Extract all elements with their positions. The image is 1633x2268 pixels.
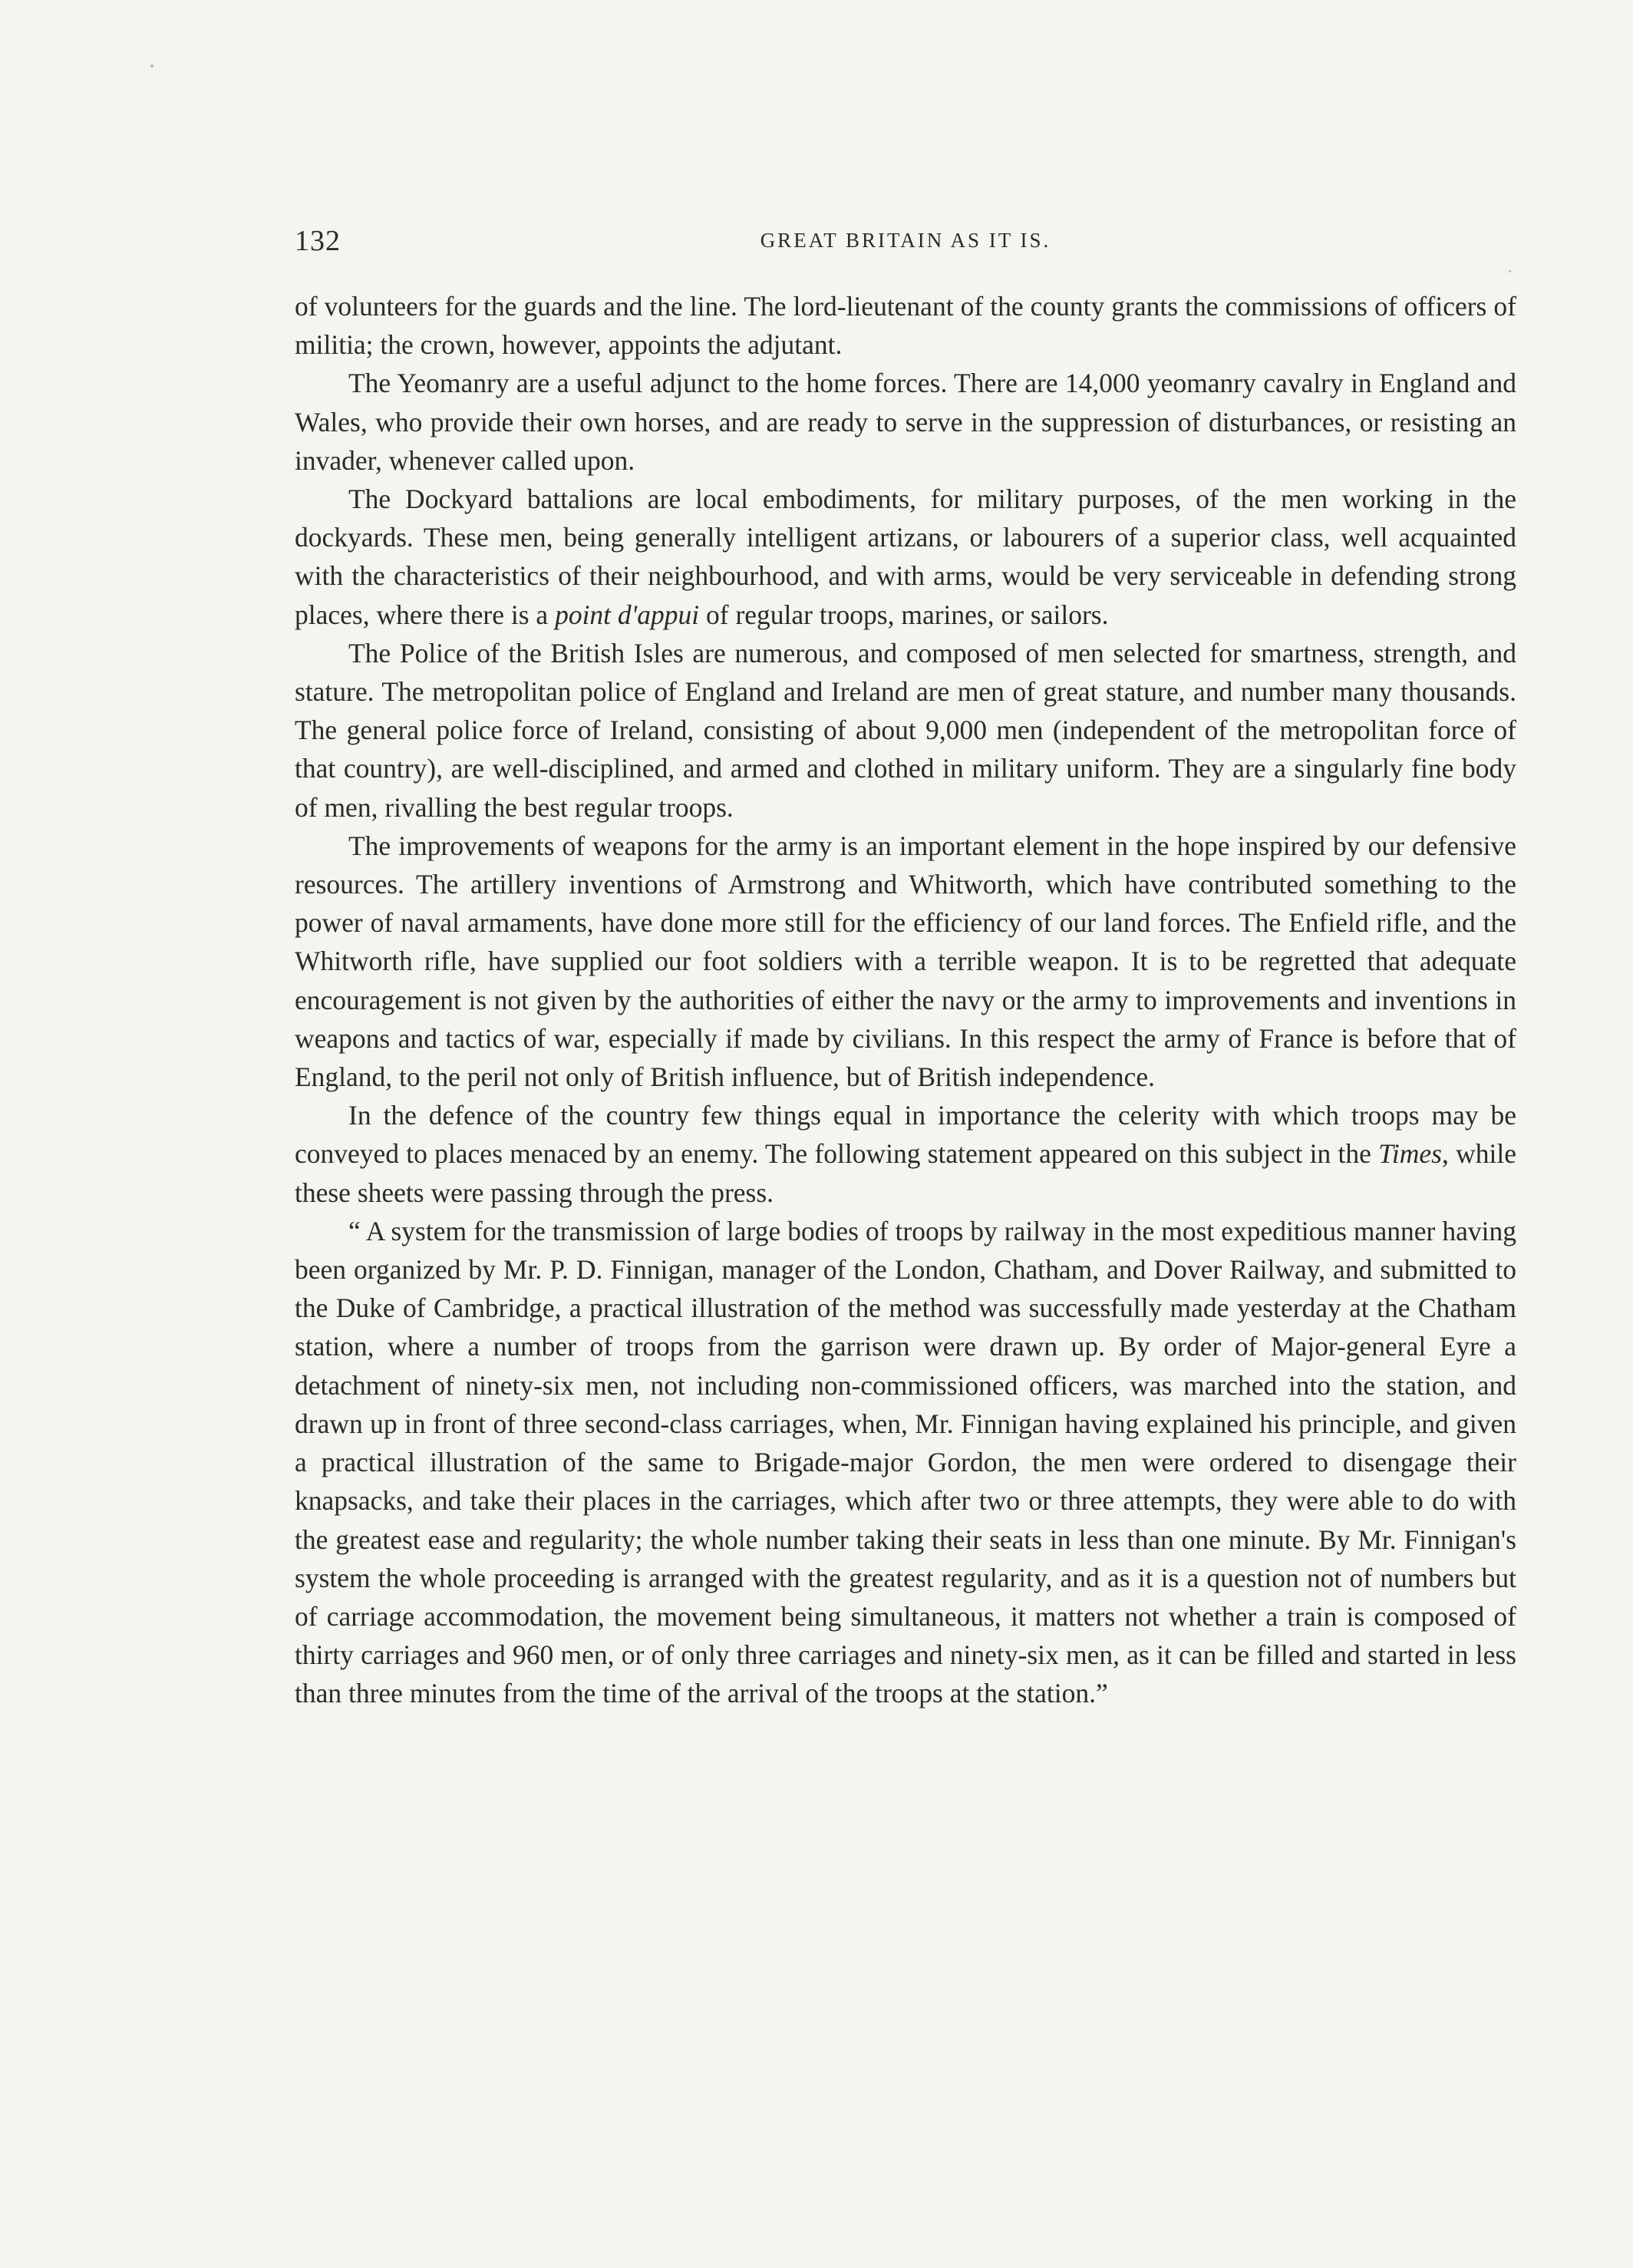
running-title: GREAT BRITAIN AS IT IS.	[760, 229, 1051, 252]
paragraph-troop-conveyance	[295, 1096, 1516, 1212]
paragraph-quotation: “ A system for the transmission of large bodies of troops by railway in the most expeditious manner having been organized by Mr. P. D. Finnigan, manager of the London, Chatham, and Dover Railway, and submitted to the Duke of Cambridge, a practical illustration of the method was successfully made yesterday at the Chatham station, where a number of troops from the garrison were drawn up. By order of Major-general Eyre a detachment of ninety-six men, not including non-commissioned officers, was marched into the station, and drawn up in front of three second-class carriages, when, Mr. Finnigan having explained his principle, and given a practical illustration of the same to Brigade-major Gordon, the men were ordered to disengage their knapsacks, and take their places in the carriages, which after two or three attempts, they were able to do with the greatest ease and regularity; the whole number taking their seats in less than one minute. By Mr. Finnigan's system the whole proceeding is arranged with the greatest regularity, and as it is a question not of numbers but of carriage accommodation, the movement being simultaneous, it matters not whether a train is composed of thirty carriages and 960 men, or of only three carriages and ninety-six men, as it can be filled and started in less than three minutes from the time of the arrival of the troops at the station.”	[295, 1215, 1516, 1709]
page-number: 132	[295, 225, 341, 257]
paragraph-yeomanry: The Yeomanry are a useful adjunct to the home forces. There are 14,000 yeomanry cavalry in England and Wales, who provide their own horses, and are ready to serve in the suppression of disturbances, or resisting an invader, whenever called upon.	[295, 368, 1516, 476]
paragraph-militia-continuation: of volunteers for the guards and the line. The lord-lieutenant of the county grants the commissions of officers of militia; the crown, however, appoints the adjutant.	[295, 291, 1516, 361]
paragraph-text: , while these sheets were passing through the press.	[295, 1138, 1517, 1208]
paragraph-text: of regular troops, marines, or sailors.	[699, 599, 1109, 630]
paper-speck	[150, 64, 153, 68]
paragraph-text: In the defence of the country few things equal in importance the celerity with which troops may be conveyed to places menaced by an enemy. The following statement appeared on this subject in the	[295, 1100, 1516, 1170]
paper-speck	[1509, 270, 1511, 272]
paragraph-weapons: The improvements of weapons for the army is an important element in the hope inspired by our defensive resources. The artillery inventions of Armstrong and Whitworth, which have contributed something to the power of naval armaments, have done more still for the efficiency of our land forces. The Enfield rifle, and the Whitworth rifle, have supplied our foot soldiers with a terrible weapon. It is to be regretted that adequate encouragement is not given by the authorities of either the navy or the army to improvements and inventions in weapons and tactics of war, especially if made by civilians. In this respect the army of France is before that of England, to the peril not only of British influence, but of British independence.	[295, 830, 1516, 1093]
page-header	[295, 224, 1516, 262]
italic-phrase: point d'appui	[555, 599, 700, 630]
paragraph-police: The Police of the British Isles are numerous, and composed of men selected for smartness, strength, and stature. The metropolitan police of England and Ireland are men of great stature, and number many thousands. The general police force of Ireland, consisting of about 9,000 men (independent of the metropolitan force of that country), are well-disciplined, and armed and clothed in military uniform. They are a singularly fine body of men, rivalling the best regular troops.	[295, 637, 1516, 823]
paragraph-dockyard-battalions	[295, 480, 1516, 634]
paragraph-text: The Dockyard battalions are local embodiments, for military purposes, of the men working in the dockyards. These men, being generally intelligent artizans, or labourers of a superior class, well acquainted with the characteristics of their neighbourhood, and with arms, would be very serviceable in defending strong places, where there is a	[295, 484, 1516, 630]
body-text	[295, 287, 1516, 1713]
italic-title: Times	[1378, 1138, 1442, 1170]
